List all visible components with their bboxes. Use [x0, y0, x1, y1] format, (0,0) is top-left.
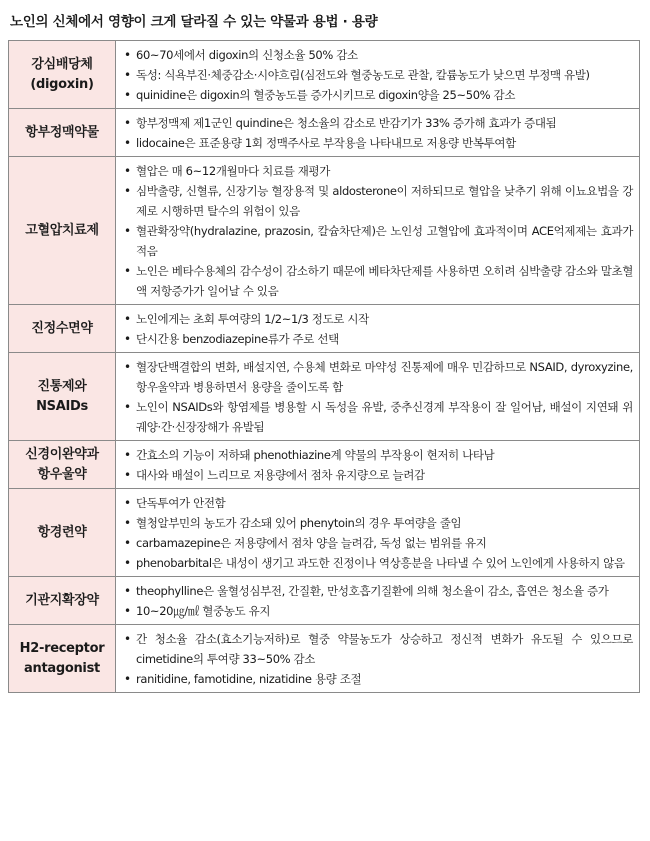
description-cell — [116, 625, 640, 693]
bullet-list — [122, 357, 633, 437]
description-cell — [116, 577, 640, 625]
bullet-item: • 혈압은 매 6~12개월마다 치료를 재평가 — [122, 161, 633, 181]
category-cell — [9, 109, 116, 157]
bullet-item: • 노인에게는 초회 투여량의 1/2~1/3 정도로 시작 — [122, 309, 633, 329]
description-cell — [116, 489, 640, 577]
bullet-item: • 독성: 식욕부진·체중감소·시야흐림(심전도와 혈중농도로 관찰, 칼륨농도가 낮으면 부정맥 유발) — [122, 65, 633, 85]
category-cell — [9, 489, 116, 577]
category-cell — [9, 305, 116, 353]
bullet-list — [122, 45, 633, 105]
drug-category-row — [9, 353, 640, 441]
description-cell — [116, 109, 640, 157]
drug-category-row — [9, 305, 640, 353]
category-cell — [9, 41, 116, 109]
category-label: NSAIDs — [36, 398, 88, 414]
drug-category-row — [9, 577, 640, 625]
category-label: 기관지확장약 — [25, 592, 99, 608]
bullet-item: • ranitidine, famotidine, nizatidine 용량 조절 — [122, 669, 633, 689]
bullet-item: • 단독투여가 안전함 — [122, 493, 633, 513]
category-label: 진정수면약 — [31, 320, 93, 336]
category-label: 진통제와 — [37, 378, 87, 394]
bullet-item: • phenobarbital은 내성이 생기고 과도한 진정이나 역상흥분을 나타낼 수 있어 노인에게 사용하지 않음 — [122, 553, 633, 573]
bullet-item: • 단시간용 benzodiazepine류가 주로 선택 — [122, 329, 633, 349]
bullet-list — [122, 161, 633, 301]
bullet-item: • 노인은 베타수용체의 감수성이 감소하기 때문에 베타차단제를 사용하면 오히려 심박출량 감소와 말초혈액 저항증가가 일어날 수 있음 — [122, 261, 633, 301]
bullet-item: • 간 청소율 감소(효소기능저하)로 혈중 약물농도가 상승하고 정신적 변화가 유도될 수 있으므로 cimetidine의 투여량 33~50% 감소 — [122, 629, 633, 669]
drug-category-row — [9, 441, 640, 489]
bullet-item: • 심박출량, 신혈류, 신장기능 혈장용적 및 aldosterone이 저하되므로 혈압을 낮추기 위해 이뇨요법을 강제로 시행하면 탈수의 위험이 있음 — [122, 181, 633, 221]
drug-category-row — [9, 489, 640, 577]
category-label: 고혈압치료제 — [25, 222, 99, 238]
category-cell — [9, 625, 116, 693]
bullet-list — [122, 309, 633, 349]
description-cell — [116, 157, 640, 305]
category-cell — [9, 577, 116, 625]
category-label: 항우울약 — [37, 466, 87, 482]
bullet-item: • quinidine은 digoxin의 혈중농도를 증가시키므로 digoxin양을 25~50% 감소 — [122, 85, 633, 105]
description-cell — [116, 41, 640, 109]
description-cell — [116, 305, 640, 353]
drug-category-row — [9, 157, 640, 305]
category-label: 강심배당체 — [31, 56, 93, 72]
bullet-list — [122, 113, 633, 153]
drug-category-row — [9, 109, 640, 157]
category-cell — [9, 353, 116, 441]
bullet-item: • 10~20㎍/㎖ 혈중농도 유지 — [122, 601, 633, 621]
category-label: 신경이완약과 — [25, 446, 99, 462]
bullet-list — [122, 445, 633, 485]
bullet-item: • lidocaine은 표준용량 1회 정맥주사로 부작용을 나타내므로 저용량 반복투여함 — [122, 133, 633, 153]
category-label: (digoxin) — [30, 76, 94, 92]
bullet-item: • theophylline은 울혈성심부전, 간질환, 만성호흡기질환에 의해 청소율이 감소, 흡연은 청소율 증가 — [122, 581, 633, 601]
category-label: 항부정맥약물 — [25, 124, 99, 140]
description-cell — [116, 353, 640, 441]
category-label: H2-receptor — [19, 640, 105, 656]
bullet-item: • 혈관확장약(hydralazine, prazosin, 칼슘차단제)은 노인성 고혈압에 효과적이며 ACE억제제는 효과가 적음 — [122, 221, 633, 261]
category-cell — [9, 441, 116, 489]
bullet-item: • carbamazepine은 저용량에서 점차 양을 늘려감, 독성 없는 범위를 유지 — [122, 533, 633, 553]
page-title: 노인의 신체에서 영향이 크게 달라질 수 있는 약물과 용법 · 용량 — [10, 14, 378, 30]
category-label: antagonist — [24, 660, 100, 676]
drug-category-row — [9, 625, 640, 693]
bullet-item: • 항부정맥제 제1군인 quindine은 청소율의 감소로 반감기가 33% 증가해 효과가 증대됨 — [122, 113, 633, 133]
category-label: 항경련약 — [37, 524, 87, 540]
bullet-item: • 60~70세에서 digoxin의 신청소율 50% 감소 — [122, 45, 633, 65]
drug-dosage-table — [8, 40, 640, 693]
drug-category-row — [9, 41, 640, 109]
bullet-item: • 노인이 NSAIDs와 항염제를 병용할 시 독성을 유발, 중추신경계 부작용이 잘 일어남, 배설이 지연돼 위궤양·간·신장장해가 유발됨 — [122, 397, 633, 437]
bullet-list — [122, 629, 633, 689]
category-cell — [9, 157, 116, 305]
bullet-item: • 간효소의 기능이 저하돼 phenothiazine계 약물의 부작용이 현저히 나타남 — [122, 445, 633, 465]
description-cell — [116, 441, 640, 489]
bullet-list — [122, 493, 633, 573]
bullet-item: • 혈장단백결합의 변화, 배설지연, 수용체 변화로 마약성 진통제에 매우 민감하므로 NSAID, dyroxyzine, 항우울약과 병용하면서 용량을 줄이도록 함 — [122, 357, 633, 397]
bullet-list — [122, 581, 633, 621]
bullet-item: • 혈청알부민의 농도가 감소돼 있어 phenytoin의 경우 투여량을 줄임 — [122, 513, 633, 533]
bullet-item: • 대사와 배설이 느리므로 저용량에서 점차 유지량으로 늘려감 — [122, 465, 633, 485]
